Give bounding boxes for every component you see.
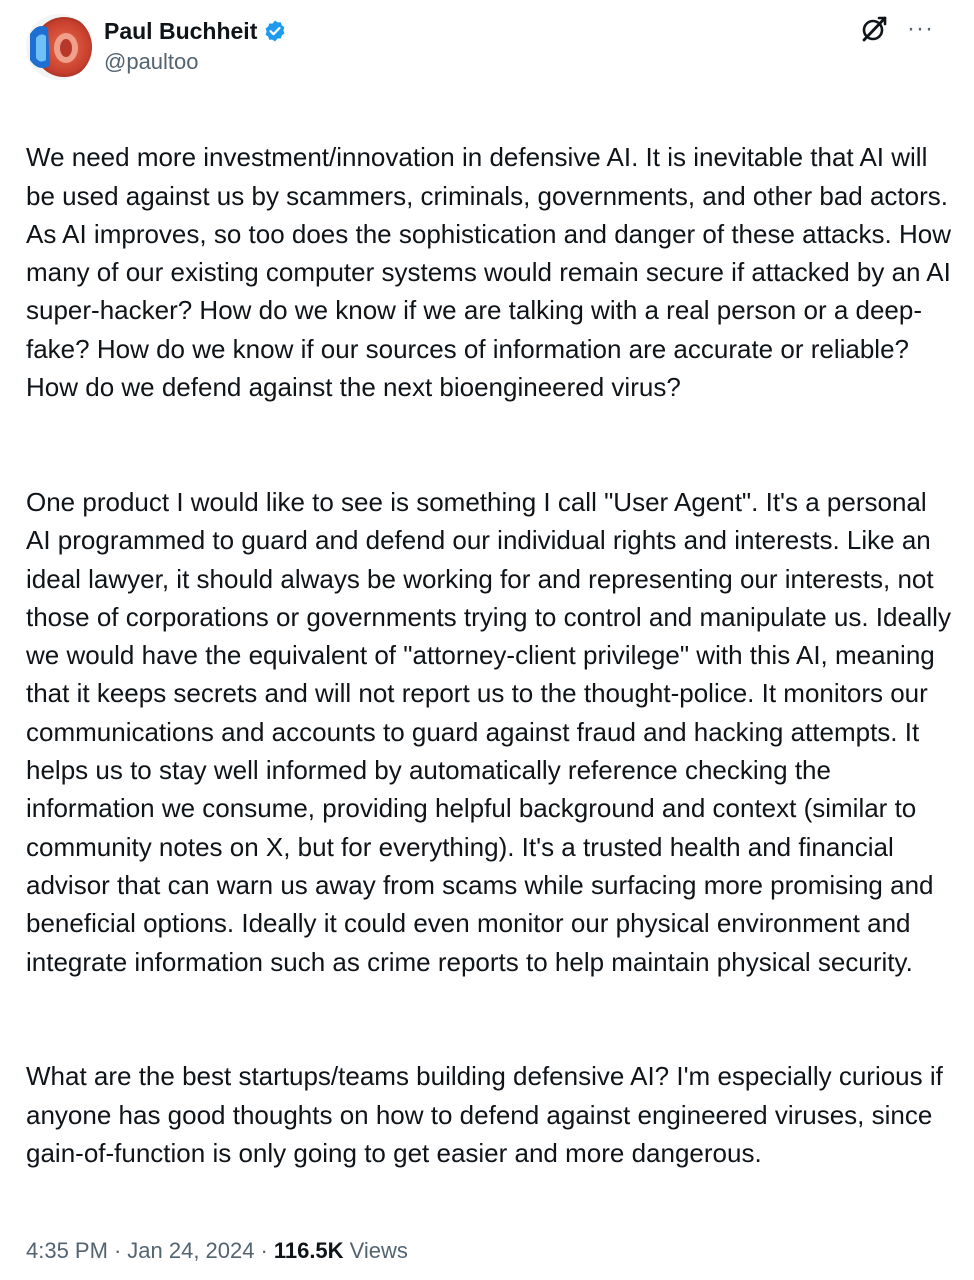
tweet-date[interactable]: Jan 24, 2024 bbox=[127, 1238, 255, 1263]
name-row bbox=[104, 16, 287, 46]
tweet-body bbox=[26, 100, 954, 1211]
tweet-paragraph: One product I would like to see is something I call "User Agent". It's a personal AI programmed to guard and defend our individual rights and interests. Like an ideal lawyer, it should always be working for and representing our interests, not those of corporations or governments trying to control and manipulate us. Ideally we would have the equivalent of "attorney-client privilege" with this AI, meaning that it keeps secrets and will not report us to the thought-police. It monitors our communications and accounts to guard against fraud and hacking attempts. It helps us to stay well informed by automatically reference checking the information we consume, providing helpful background and context (similar to community notes on X, but for everything). It's a trusted health and financial advisor that can warn us away from scams while surfacing more promising and beneficial options. Ideally it could even monitor our physical environment and integrate information such as crime reports to help maintain physical security. bbox=[26, 486, 951, 977]
handle[interactable]: @paultoo bbox=[104, 49, 199, 74]
avatar-image bbox=[26, 14, 92, 80]
avatar[interactable] bbox=[26, 14, 92, 80]
top-actions bbox=[859, 14, 934, 44]
meta-separator: · bbox=[260, 1238, 268, 1263]
meta-separator: · bbox=[113, 1238, 122, 1263]
views-label: Views bbox=[349, 1238, 408, 1263]
tweet-meta bbox=[26, 1238, 408, 1264]
grok-icon[interactable] bbox=[859, 14, 889, 44]
views-count: 116.5K bbox=[273, 1238, 344, 1263]
display-name[interactable]: Paul Buchheit bbox=[104, 17, 258, 44]
tweet-time[interactable]: 4:35 PM bbox=[26, 1238, 108, 1263]
tweet-paragraph: We need more investment/innovation in defensive AI. It is inevitable that AI will be used against us by scammers, criminals, governments, and other bad actors. As AI improves, so too does the sophistication and danger of these attacks. How many of our existing computer systems would remain secure if attacked by an AI super-hacker? How do we know if we are talking with a real person or a deep-fake? How do we know if our sources of information are accurate or reliable? How do we defend against the next bioengineered virus? bbox=[26, 142, 951, 403]
tweet-header bbox=[26, 0, 954, 90]
tweet-paragraph: What are the best startups/teams building defensive AI? I'm especially curious if anyone has good thoughts on how to defend against engineered viruses, since gain-of-function is only going to get easier and more dangerous. bbox=[26, 1061, 943, 1169]
verified-badge-icon[interactable] bbox=[263, 19, 287, 43]
author-block bbox=[104, 16, 287, 75]
more-options-icon[interactable]: ··· bbox=[907, 15, 934, 42]
